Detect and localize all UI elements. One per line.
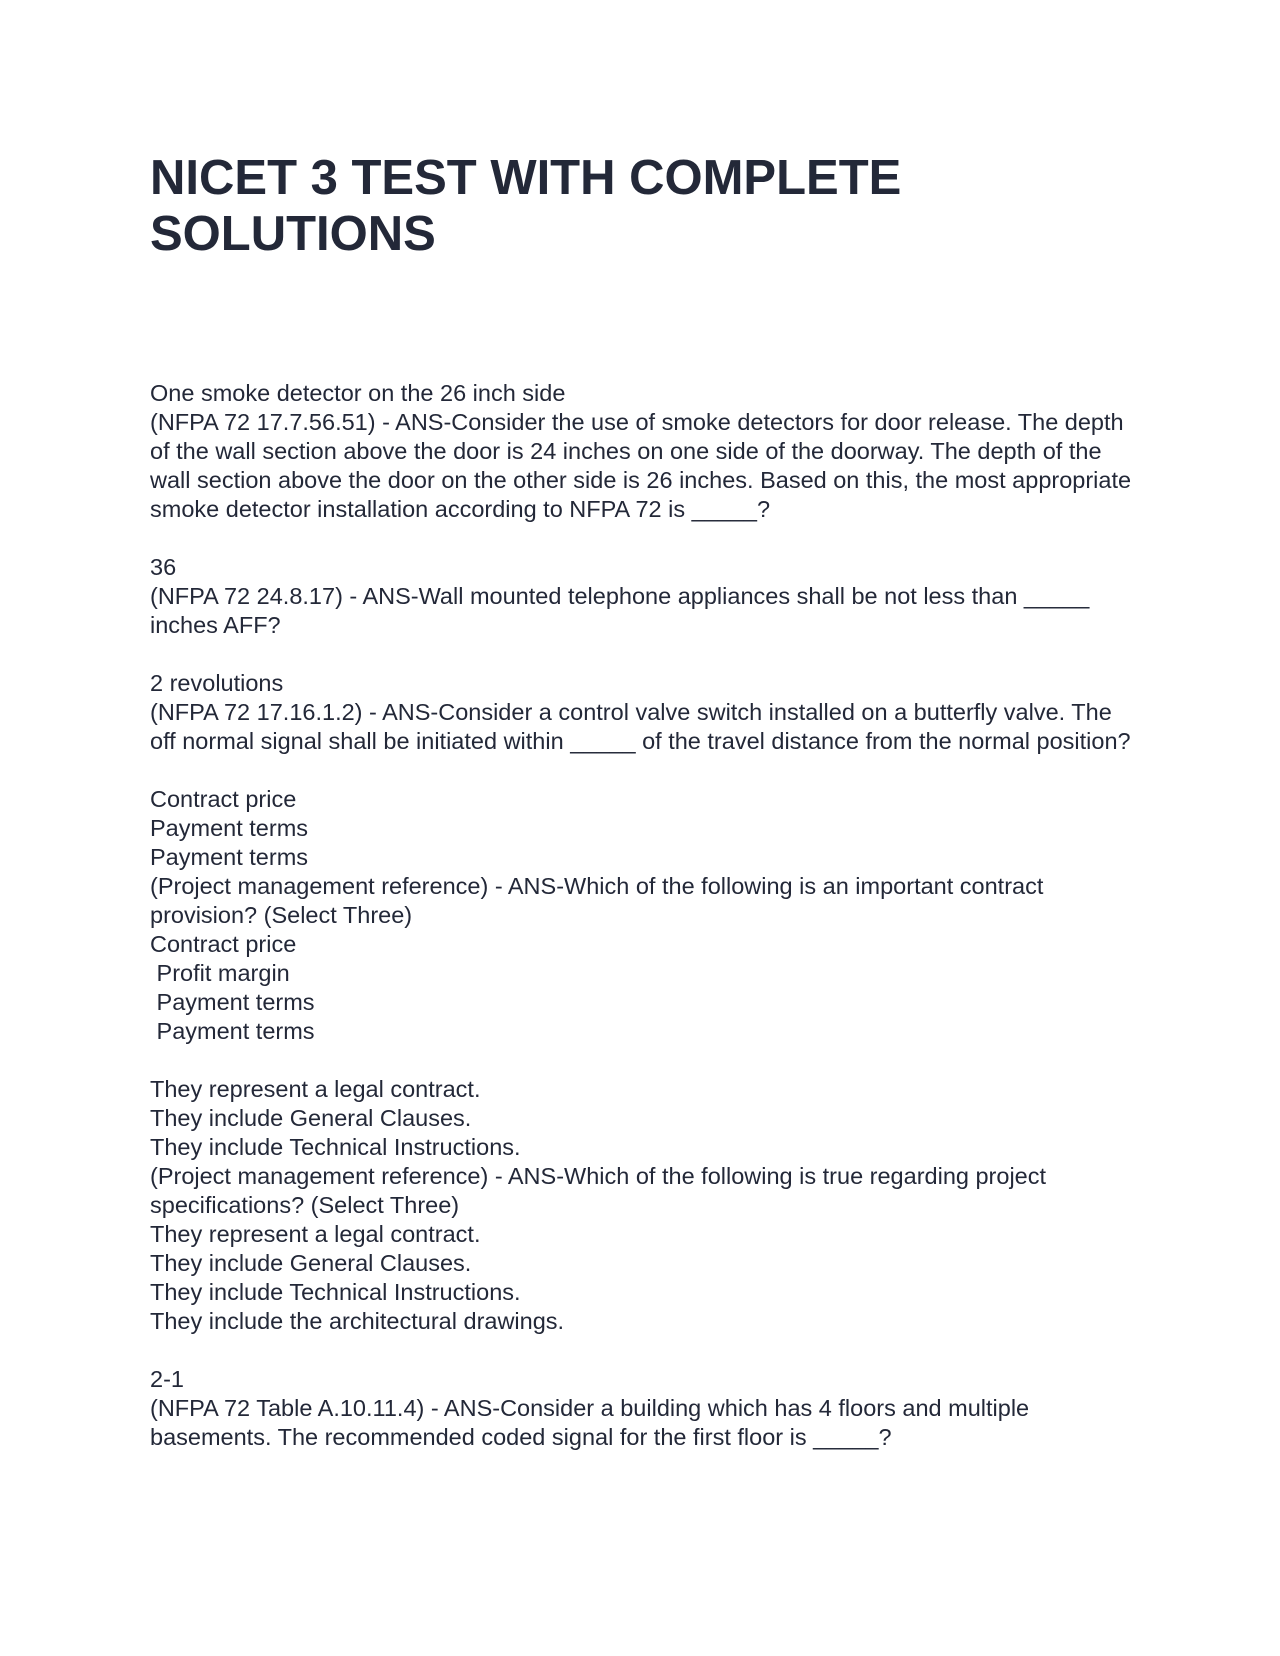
answer-line: 36 xyxy=(150,554,177,580)
answer-line: One smoke detector on the 26 inch side xyxy=(150,380,566,406)
option-line: Payment terms xyxy=(150,1018,315,1044)
document-title: NICET 3 TEST WITH COMPLETE SOLUTIONS xyxy=(150,151,902,261)
option-line: They include Technical Instructions. xyxy=(150,1279,521,1305)
document-body xyxy=(150,379,1140,1481)
option-line: Payment terms xyxy=(150,989,315,1015)
option-line: They include the architectural drawings. xyxy=(150,1308,565,1334)
qa-block xyxy=(150,669,1140,756)
qa-block xyxy=(150,553,1140,640)
question-line: (Project management reference) - ANS-Which of the following is an important contract provision? (Select Three) xyxy=(150,873,1050,928)
answer-line: 2 revolutions xyxy=(150,670,284,696)
option-line: They represent a legal contract. xyxy=(150,1221,481,1247)
qa-block xyxy=(150,1365,1140,1452)
answer-line: Payment terms xyxy=(150,844,309,870)
option-line: Contract price xyxy=(150,931,297,957)
answer-line: They include Technical Instructions. xyxy=(150,1134,521,1160)
answer-line: Contract price xyxy=(150,786,297,812)
question-line: (NFPA 72 24.8.17) - ANS-Wall mounted telephone appliances shall be not less than _____ inches AFF? xyxy=(150,583,1096,638)
answer-line: They represent a legal contract. xyxy=(150,1076,481,1102)
question-line: (NFPA 72 17.7.56.51) - ANS-Consider the use of smoke detectors for door release. The depth of the wall section above the door is 24 inches on one side of the doorway. The depth of the wall section above the door on the other side is 26 inches. Based on this, the most appropriate smoke detector installation according to NFPA 72 is _____? xyxy=(150,409,1138,522)
answer-line: Payment terms xyxy=(150,815,309,841)
qa-block xyxy=(150,379,1140,524)
answer-line: They include General Clauses. xyxy=(150,1105,472,1131)
question-line: (NFPA 72 17.16.1.2) - ANS-Consider a control valve switch installed on a butterfly valve. The off normal signal shall be initiated within _____ of the travel distance from the normal position? xyxy=(150,699,1131,754)
answer-line: 2-1 xyxy=(150,1366,184,1392)
question-line: (NFPA 72 Table A.10.11.4) - ANS-Consider a building which has 4 floors and multiple basements. The recommended coded signal for the first floor is _____? xyxy=(150,1395,1036,1450)
option-line: They include General Clauses. xyxy=(150,1250,472,1276)
option-line: Profit margin xyxy=(150,960,290,986)
question-line: (Project management reference) - ANS-Which of the following is true regarding project specifications? (Select Three) xyxy=(150,1163,1053,1218)
qa-block xyxy=(150,785,1140,1046)
qa-block xyxy=(150,1075,1140,1336)
